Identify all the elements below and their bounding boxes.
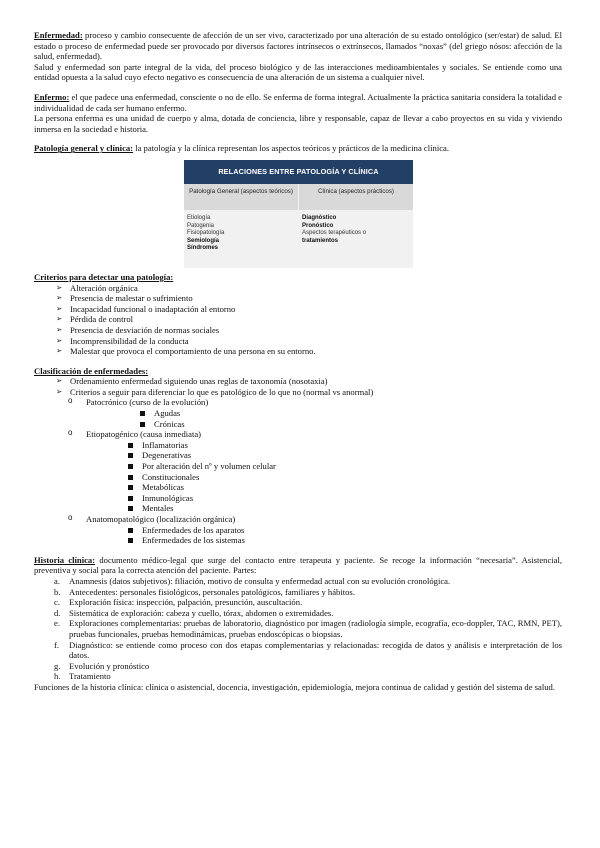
list-item: ➢ Malestar que provoca el comportamiento de una persona en su entorno. [56,346,562,357]
enfermo-paragraph-2: La persona enferma es una unidad de cuerpo y alma, dotada de conciencia, libre y responsable, capaz de llevar a cabo proyectos en su vida y viviendo inmersa en la sociedad e historia. [34,113,562,134]
list-item: ➢ Criterios a seguir para diferenciar lo que es patológico de lo que no (normal vs anormal) [56,387,562,398]
list-item: ➢ Presencia de desviación de normas sociales [56,325,562,336]
clasificacion-sublist [34,429,562,440]
historia-paragraph: Historia clínica: documento médico-legal que surge del contacto entre terapeuta y paciente. Se recoge la información “necesaria”. Asistencial, preventiva y social para la correcta atención del paciente. Partes: [34,554,562,576]
list-item: e. Exploraciones complementarias: pruebas de laboratorio, diagnóstico por imagen (radiología simple, ecografía, eco-doppler, TAC, RMN, PET), pruebas funcionales, pruebas hemodinámicas, pruebas endoscópicas o biopsias. [54,618,562,639]
enfermo-paragraph: Enfermo: el que padece una enfermedad, consciente o no de ello. Se enferma de forma integral. Actualmente la práctica sanitaria considera la totalidad e individualidad de cada ser humano enfermo. [34,91,562,113]
relations-figure [184,160,413,268]
clasificacion-sublist [34,397,562,408]
enfermedad-paragraph-2: Salud y enfermedad son parte integral de la vida, del proceso biológico y de las interacciones medioambientales y sociales. Se entiende como una entidad opuesta a la salud cuyo efecto negativo es consecuencia de una alteración de un sistema a cualquier nivel. [34,61,562,83]
list-item: o Patocrónico (curso de la evolución) [68,397,562,408]
enfermedad-term: Enfermedad: [34,30,83,40]
document-page [34,30,562,693]
list-item: ➢ Incomprensibilidad de la conducta [56,336,562,347]
enfermedad-paragraph: Enfermedad: proceso y cambio consecuente de afección de un ser vivo, caracterizado por una alteración de su estado ontológico (ser/estar) de salud. El estado o proceso de enfermedad puede ser provocado por diversos factores intrínsecos o extrínsecos, llamados “noxas” (del griego nósos: afección de la salud, enfermedad). [34,30,562,62]
list-item: ➢ Alteración orgánica [56,283,562,294]
list-item: c. Exploración física: inspección, palpación, presunción, auscultación. [54,597,303,608]
list-item: d. Sistemática de exploración: cabeza y cuello, tórax, abdomen o extremidades. [54,607,334,618]
enfermo-term: Enfermo: [34,91,70,102]
patologia-term: Patología general y clínica: [34,143,134,154]
list-item: ➢ Incapacidad funcional o inadaptación al entorno [56,304,562,315]
list-item: Inflamatorias [128,440,562,451]
list-item: ➢ Ordenamiento enfermedad siguiendo unas reglas de taxonomía (nosotaxia) [56,376,562,387]
clasificacion-heading: Clasificación de enfermedades: [34,365,149,376]
list-item: ➢ Presencia de malestar o sufrimiento [56,293,562,304]
criterios-heading: Criterios para detectar una patología: [34,271,174,282]
list-item: Por alteración del nº y volumen celular [128,461,562,472]
list-item: Degenerativas [128,450,562,461]
etiopatogenico-list [34,440,562,514]
list-item: o Anatomopatológico (localización orgánica) [68,514,562,525]
list-item: Crónicas [140,419,562,430]
figure-right-list: Diagnóstico Pronóstico Aspectos terapéuticos o tratamientos [302,214,367,244]
figure-title: RELACIONES ENTRE PATOLOGÍA Y CLÍNICA [184,160,413,184]
list-item: b. Antecedentes: personales fisiológicos, personales patológicos, familiares y hábitos. [54,586,355,597]
list-item: g. Evolución y pronóstico [54,660,150,671]
figure-col-left: Patología General (aspectos teóricos) [184,184,298,210]
figure-col-right: Clínica (aspectos prácticos) [298,184,413,210]
list-item: ➢ Pérdida de control [56,314,562,325]
list-item: h. Tratamiento [54,671,111,682]
list-item: f. Diagnóstico: se entiende como proceso con dos etapas complementarias y relacionadas: recogida de datos y análisis e interpretación de los datos. [54,639,562,661]
patologia-paragraph: Patología general y clínica: la patología y la clínica representan los aspectos teóricos y prácticos de la medicina clínica. [34,143,449,154]
list-item: Constitucionales [128,472,562,483]
anatomopatologico-list [34,525,562,546]
clasificacion-sublist [34,514,562,525]
figure-left-list: Etiología Patogenia Fisiopatología Semiología Síndromes [187,214,225,252]
list-item: Metabólicas [128,482,562,493]
list-item: Agudas [140,408,562,419]
list-item: a. Anamnesis (datos subjetivos): filiación, motivo de consulta y enfermedad actual con su evolución cronológica. [54,575,451,586]
funciones-paragraph: Funciones de la historia clínica: clínica o asistencial, docencia, investigación, epidemiología, mejora continua de calidad y gestión del sistema de salud. [34,681,555,692]
list-item: Enfermedades de los aparatos [128,525,562,536]
historia-term: Historia clínica: [34,554,96,565]
list-item: Mentales [128,503,562,514]
clasificacion-list [34,376,562,397]
patocronico-list [34,408,562,429]
list-item: Enfermedades de los sistemas [128,535,562,546]
list-item: Inmunológicas [128,493,562,504]
historia-parts-list [34,576,562,682]
list-item: o Etiopatogénico (causa inmediata) [68,429,562,440]
criterios-list [34,283,562,357]
